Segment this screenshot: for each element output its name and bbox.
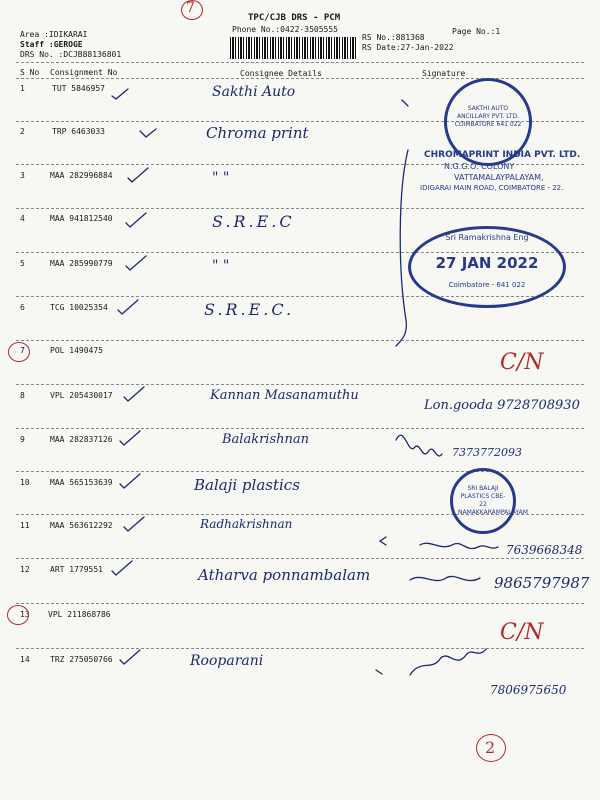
top-annotation: 7 (186, 0, 195, 16)
chroma-line-4: IDIGARAI MAIN ROAD, COIMBATORE - 22. (420, 184, 564, 192)
row-sno: 5 (20, 259, 25, 268)
tick-mark (376, 670, 382, 674)
row-consignee: " " (212, 170, 230, 186)
chroma-line-1: CHROMAPRINT INDIA PVT. LTD. (424, 150, 581, 160)
row-consignee: S.R.E.C (212, 212, 295, 231)
check-mark (118, 300, 138, 314)
row-signature: 9865797987 (494, 574, 590, 592)
row-sno: 11 (20, 521, 30, 530)
row-signature: Lon.gooda 9728708930 (424, 398, 580, 413)
phone-number: Phone No.:0422-3505555 (232, 25, 338, 34)
check-mark (124, 387, 144, 401)
check-mark (126, 256, 146, 270)
check-mark (140, 129, 156, 137)
row-sno: 2 (20, 127, 25, 136)
drs-number: DRS No. :DCJB88136801 (20, 50, 122, 59)
row-consignment: POL 1490475 (50, 346, 103, 355)
row-consignee: " " (212, 258, 230, 274)
balaji-plastics-stamp (450, 468, 528, 534)
row-signature: 7806975650 (490, 683, 567, 697)
tick-mark (402, 100, 408, 106)
signature-scribble (410, 649, 486, 675)
check-mark (112, 89, 128, 99)
row-consignment: TRP 6463033 (52, 127, 105, 136)
col-signature: Signature (422, 69, 466, 78)
staff: Staff :GEROGE (20, 40, 83, 49)
row-consignee: Chroma print (206, 124, 309, 142)
row-sno: 13 (20, 610, 30, 619)
row-consignment: MAA 565153639 (50, 478, 113, 487)
row-consignment: TRZ 275050766 (50, 655, 113, 664)
row-consignee: Kannan Masanamuthu (210, 388, 359, 403)
row-consignee: Balaji plastics (194, 476, 300, 494)
row-consignment: ART 1779551 (50, 565, 103, 574)
col-consignee: Consignee Details (240, 69, 322, 78)
check-mark (120, 474, 140, 488)
col-consignment: Consignment No (50, 68, 118, 77)
row-consignment: TCG 10025354 (50, 303, 108, 312)
sakthi-stamp-text: SAKTHI AUTO ANCILLARY PVT. LTD. COIMBATORE 641 022 (454, 105, 522, 128)
page-circle-number: 2 (485, 738, 496, 757)
cn-annotation: C/N (500, 620, 544, 645)
row-consignee: S.R.E.C. (204, 300, 295, 319)
signature-scribble (396, 435, 442, 456)
srec-stamp-bottom: Coimbatore - 641 022 (448, 281, 526, 289)
srec-date-stamp (408, 226, 566, 308)
signature-scribble (420, 543, 498, 548)
balaji-stamp-text: SRI BALAJI PLASTICS CBE-22 NAMAKKARAMPALAYAM (458, 485, 528, 516)
row-consignee: Rooparani (190, 653, 264, 669)
row-sno: 7 (20, 346, 25, 355)
row-sno: 4 (20, 214, 25, 223)
row-consignee: Sakthi Auto (212, 84, 296, 100)
check-mark (124, 517, 144, 531)
row-sno: 10 (20, 478, 30, 487)
rs-date: RS Date:27-Jan-2022 (362, 43, 454, 52)
row-sno: 14 (20, 655, 30, 664)
check-mark (112, 561, 132, 575)
check-mark (128, 168, 148, 182)
row-sno: 8 (20, 391, 25, 400)
page-number-circle (476, 734, 506, 762)
row-consignment: MAA 941812540 (50, 214, 113, 223)
check-mark (120, 650, 140, 664)
row-consignment: VPL 205430017 (50, 391, 113, 400)
row-sno: 3 (20, 171, 25, 180)
area: Area :IDIKARAI (20, 30, 88, 39)
row-signature: 7373772093 (452, 446, 522, 459)
row-consignment: MAA 563612292 (50, 521, 113, 530)
page-number: Page No.:1 (452, 27, 501, 36)
report-title: TPC/CJB DRS - PCM (248, 13, 341, 23)
row-consignee: Balakrishnan (222, 432, 310, 447)
row-consignment: MAA 282837126 (50, 435, 113, 444)
row-consignee: Radhakrishnan (200, 517, 293, 531)
rs-number: RS No.:881368 (362, 33, 425, 42)
row-consignment: VPL 211868786 (48, 610, 111, 619)
row-consignment: MAA 282996884 (50, 171, 113, 180)
row-signature: 7639668348 (506, 543, 583, 557)
check-mark (126, 213, 146, 227)
row-consignment: TUT 5846957 (52, 84, 105, 93)
srec-stamp-date: 27 JAN 2022 (435, 254, 539, 272)
row-sno: 6 (20, 303, 25, 312)
check-mark (120, 431, 140, 445)
row-consignment: MAA 285990779 (50, 259, 113, 268)
bracket-line (396, 150, 408, 346)
chromaprint-stamp (420, 150, 581, 194)
col-sno: S No (20, 68, 40, 77)
row-consignee: Atharva ponnambalam (198, 566, 371, 584)
row-sno: 9 (20, 435, 25, 444)
signature-scribble (410, 576, 480, 580)
row-sno: 1 (20, 84, 25, 93)
srec-stamp-top: Sri Ramakrishna Eng (445, 233, 529, 242)
cn-annotation: C/N (500, 350, 544, 375)
chroma-line-3: VATTAMALAYPALAYAM, (454, 173, 544, 182)
row-sno: 12 (20, 565, 30, 574)
tick-mark (380, 537, 386, 545)
chroma-line-2: N.G.G.O. COLONY (444, 162, 515, 171)
